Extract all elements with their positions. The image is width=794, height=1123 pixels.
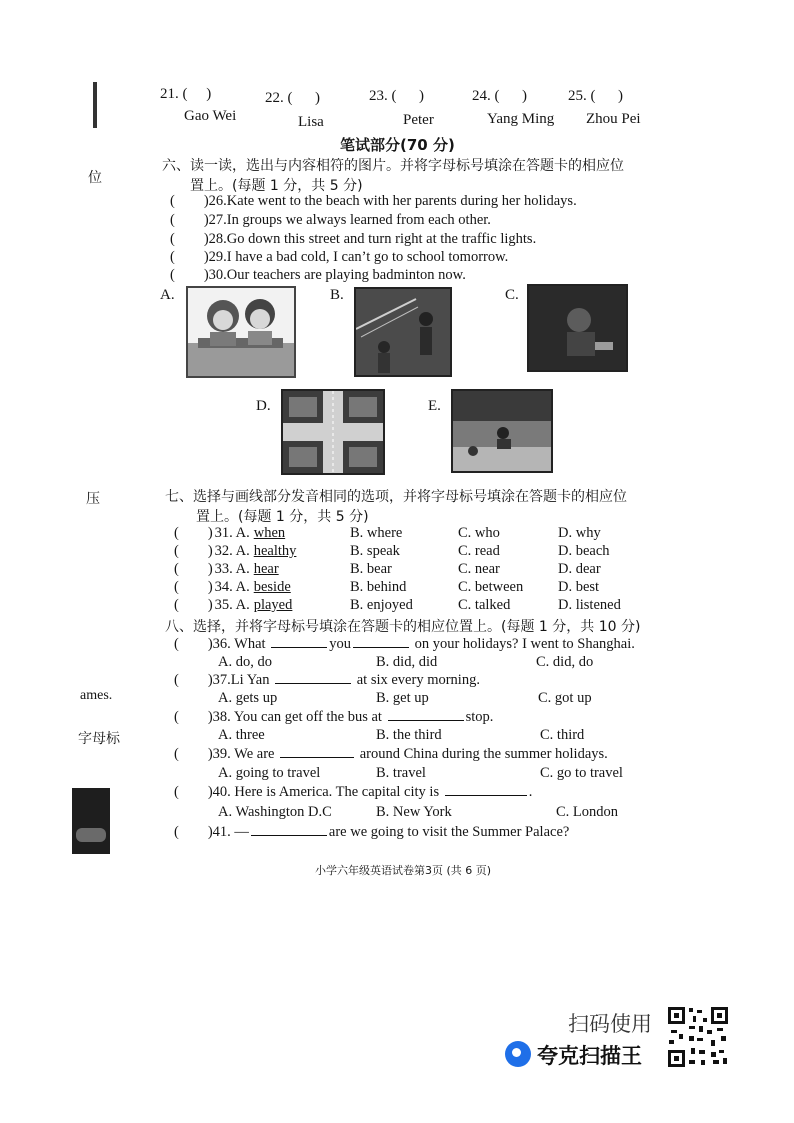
- binding-line: [93, 82, 97, 128]
- question-32: ( ) 32. A. healthy B. speak C. read D. beach: [174, 543, 610, 559]
- left-edge-text: ames.: [80, 688, 113, 703]
- name-yang-ming: Yang Ming: [487, 111, 555, 127]
- name-lisa: Lisa: [298, 114, 324, 130]
- picture-b-badminton: [354, 287, 452, 377]
- options-39: A. going to travel B. travel C. go to travel: [218, 765, 623, 781]
- scanner-line2: 夸克扫描王: [537, 1044, 642, 1068]
- question-30: ( )30.Our teachers are playing badminton now.: [170, 267, 466, 283]
- options-40: A. Washington D.C B. New York C. London: [218, 804, 619, 820]
- item-22: 22. ( ): [265, 90, 320, 106]
- picture-label-e: E.: [428, 398, 441, 414]
- question-29: ( )29.I have a bad cold, I can’t go to school tomorrow.: [170, 249, 509, 265]
- section6-heading: 六、读一读，选出与内容相符的图片。并将字母标号填涂在答题卡的相应位: [162, 158, 624, 174]
- question-40: ( )40. Here is America. The capital city is .: [174, 784, 533, 800]
- section7-heading2: 置上。(每题 1 分，共 5 分): [196, 509, 369, 525]
- picture-label-a: A.: [160, 287, 175, 303]
- item-21: 21. ( ): [160, 86, 212, 102]
- options-38: A. three B. the third C. third: [218, 727, 585, 743]
- question-28: ( )28.Go down this street and turn right at the traffic lights.: [170, 231, 537, 247]
- item-25: 25. ( ): [568, 88, 623, 104]
- name-gao-wei: Gao Wei: [184, 108, 237, 124]
- section7-heading: 七、选择与画线部分发音相同的选项，并将字母标号填涂在答题卡的相应位: [165, 489, 627, 505]
- written-title: 笔试部分(70 分): [340, 136, 455, 154]
- picture-label-c: C.: [505, 287, 519, 303]
- page-footer: 小学六年级英语试卷第3页 (共 6 页): [315, 864, 492, 877]
- question-36: ( )36. What you on your holidays? I went to Shanghai.: [174, 636, 635, 652]
- section6-heading2: 置上。(每题 1 分，共 5 分): [190, 178, 363, 194]
- picture-d-street-map: [281, 389, 385, 475]
- left-edge-text: 压: [86, 492, 100, 507]
- picture-label-b: B.: [330, 287, 344, 303]
- question-34: ( ) 34. A. beside B. behind C. between D. best: [174, 579, 600, 595]
- options-37: A. gets up B. get up C. got up: [218, 690, 592, 706]
- scanner-logo-icon: [505, 1041, 531, 1067]
- question-37: ( )37.Li Yan at six every morning.: [174, 672, 480, 688]
- question-41: ( )41. — are we going to visit the Summer Palace?: [174, 824, 570, 840]
- options-36: A. do, do B. did, did C. did, do: [218, 654, 594, 670]
- picture-e-beach: [451, 389, 553, 473]
- question-26: ( )26.Kate went to the beach with her parents during her holidays.: [170, 193, 577, 209]
- item-24: 24. ( ): [472, 88, 527, 104]
- left-edge-text: 字母标: [78, 732, 120, 747]
- question-27: ( )27.In groups we always learned from each other.: [170, 212, 491, 228]
- left-edge-image: [72, 788, 110, 854]
- scanner-line1: 扫码使用: [568, 1012, 652, 1036]
- question-35: ( ) 35. A. played B. enjoyed C. talked D. listened: [174, 597, 621, 613]
- section8-heading: 八、选择，并将字母标号填涂在答题卡的相应位置上。(每题 1 分，共 10 分): [165, 619, 641, 635]
- picture-label-d: D.: [256, 398, 271, 414]
- question-38: ( )38. You can get off the bus at stop.: [174, 709, 494, 725]
- picture-a-students-reading: [186, 286, 296, 378]
- name-zhou-pei: Zhou Pei: [586, 111, 641, 127]
- picture-c-sick-boy: [527, 284, 628, 372]
- question-31: ( ) 31. A. when B. where C. who D. why: [174, 525, 601, 541]
- item-23: 23. ( ): [369, 88, 424, 104]
- qr-code-icon: [667, 1006, 729, 1068]
- question-39: ( )39. We are around China during the summer holidays.: [174, 746, 608, 762]
- left-edge-text: 位: [88, 171, 102, 186]
- question-33: ( ) 33. A. hear B. bear C. near D. dear: [174, 561, 601, 577]
- name-peter: Peter: [403, 112, 434, 128]
